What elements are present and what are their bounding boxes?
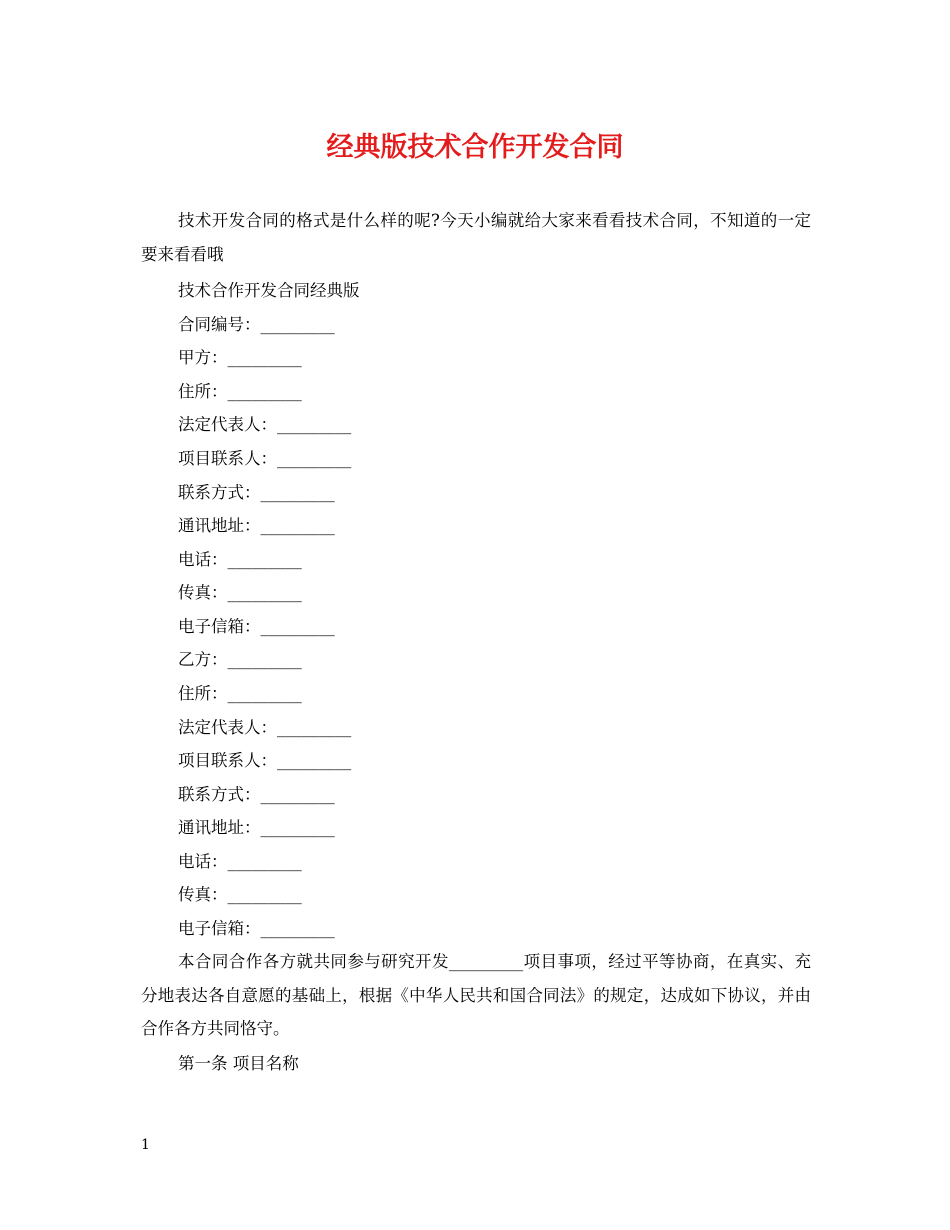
field-party-b-mailing-address: 通讯地址：_________ — [178, 818, 335, 837]
field-party-a-fax: 传真：_________ — [178, 583, 302, 602]
page-number: 1 — [141, 1137, 150, 1153]
field-party-a-address: 住所：_________ — [178, 382, 302, 401]
field-party-b-contact-method: 联系方式：_________ — [178, 785, 335, 804]
intro-paragraph: 技术开发合同的格式是什么样的呢?今天小编就给大家来看看技术合同，不知道的一定要来看看哦 — [141, 211, 811, 264]
contract-heading: 技术合作开发合同经典版 — [178, 281, 360, 300]
field-party-b-legal-rep: 法定代表人：_________ — [178, 718, 352, 737]
field-party-a-phone: 电话：_________ — [178, 550, 302, 569]
field-party-b-fax: 传真：_________ — [178, 885, 302, 904]
document-title: 经典版技术合作开发合同 — [326, 132, 624, 163]
field-party-b-phone: 电话：_________ — [178, 852, 302, 871]
field-party-b-address: 住所：_________ — [178, 684, 302, 703]
field-party-a-legal-rep: 法定代表人：_________ — [178, 415, 352, 434]
field-party-b: 乙方：_________ — [178, 650, 302, 669]
field-party-a: 甲方：_________ — [178, 348, 302, 367]
field-party-a-mailing-address: 通讯地址：_________ — [178, 516, 335, 535]
field-party-b-email: 电子信箱：_________ — [178, 919, 335, 938]
field-contract-number: 合同编号：_________ — [178, 315, 335, 334]
field-party-a-contact-method: 联系方式：_________ — [178, 483, 335, 502]
body-paragraph: 本合同合作各方就共同参与研究开发_________项目事项，经过平等协商，在真实、充分地表达各自意愿的基础上，根据《中华人民共和国合同法》的规定，达成如下协议，并由合作各方共同恪守。 — [141, 952, 811, 1038]
article-heading: 第一条 项目名称 — [178, 1054, 299, 1073]
field-party-b-project-contact: 项目联系人：_________ — [178, 751, 352, 770]
field-party-a-project-contact: 项目联系人：_________ — [178, 449, 352, 468]
field-party-a-email: 电子信箱：_________ — [178, 617, 335, 636]
